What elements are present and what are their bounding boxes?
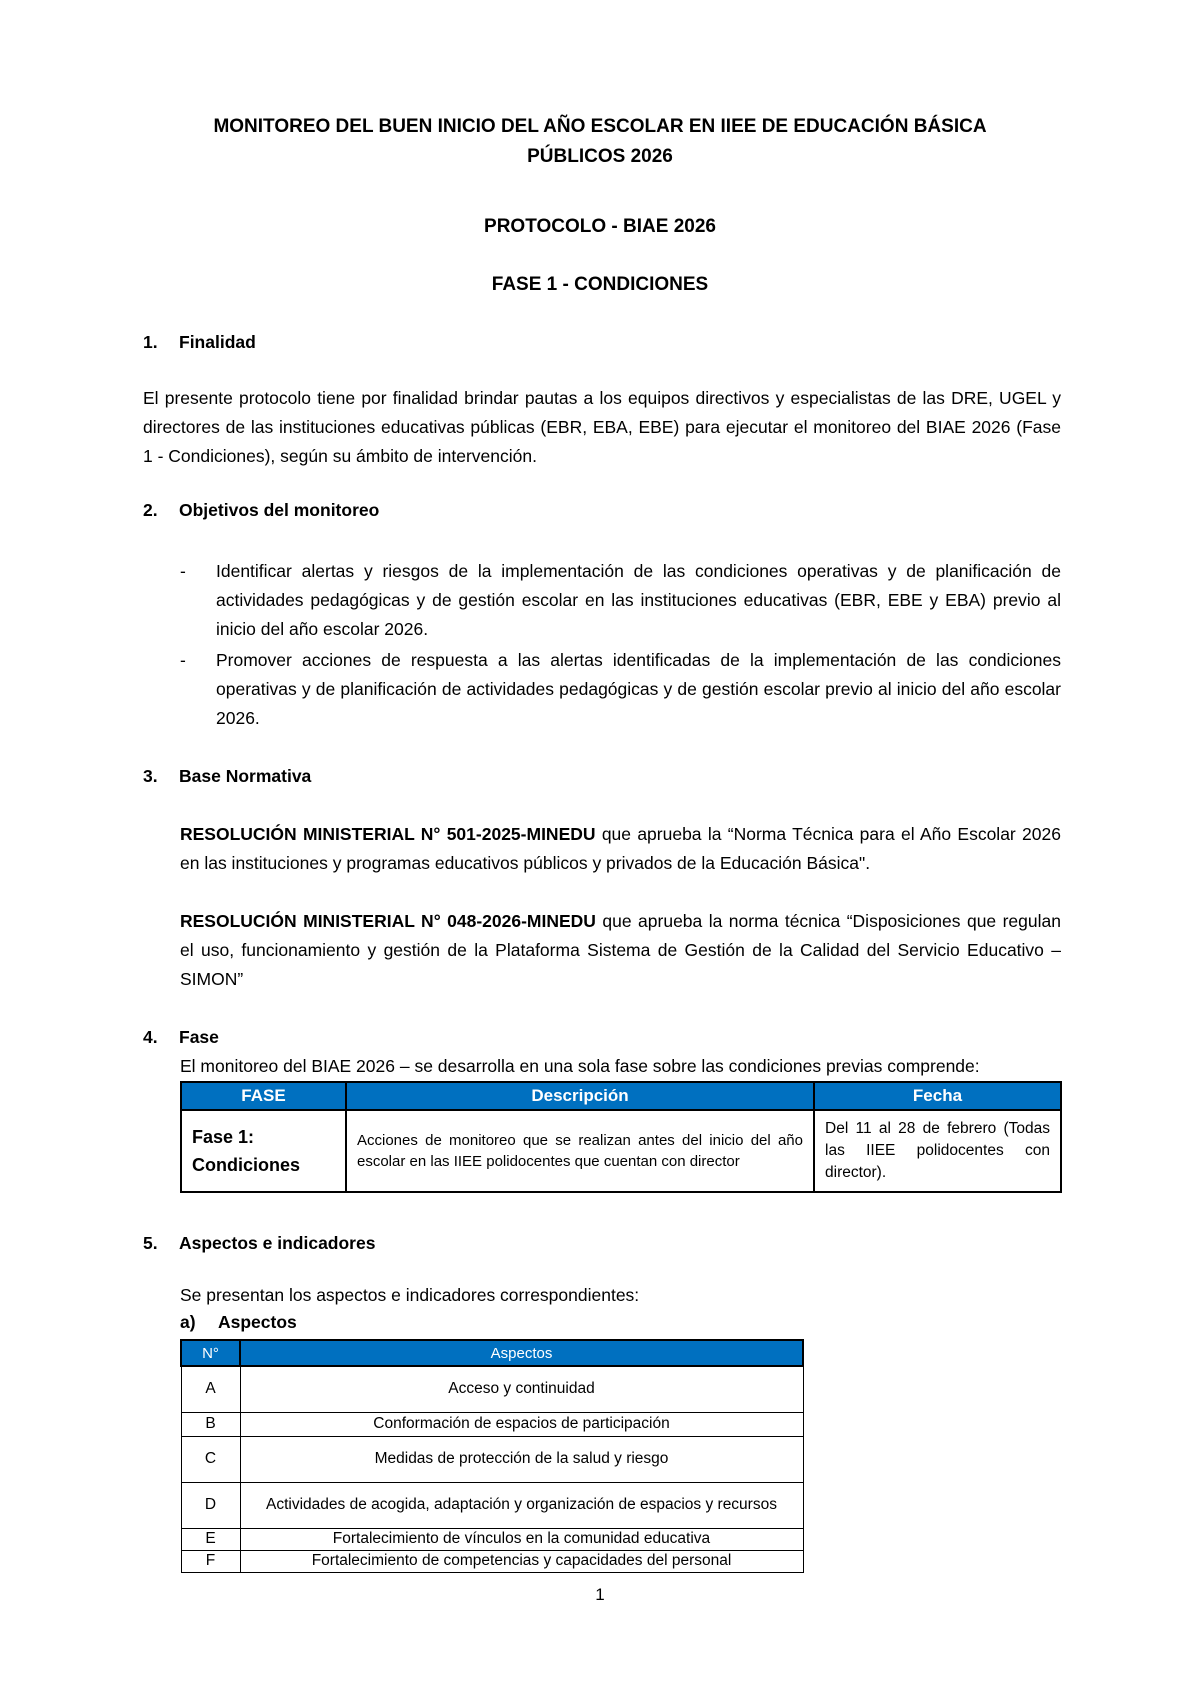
title-line-1: MONITOREO DEL BUEN INICIO DEL AÑO ESCOLAR EN IIEE DE EDUCACIÓN BÁSICA bbox=[213, 116, 987, 137]
resolution-1-description: que aprueba la “Norma Técnica para el Año Escolar 2026 en las instituciones y programas educativos públicos y privados de la Educación Básica". bbox=[180, 824, 1061, 873]
resolution-2 bbox=[180, 907, 1061, 994]
section-number: 3. bbox=[143, 766, 158, 786]
section-1-heading bbox=[143, 332, 256, 353]
section-1-paragraph: El presente protocolo tiene por finalidad brindar pautas a los equipos directivos y especialistas de las DRE, UGEL y directores de las instituciones educativas públicas (EBR, EBA, EBE) para ejecutar el monitoreo del BIAE 2026 (Fase 1 - Condiciones), según su ámbito de intervención. bbox=[143, 388, 1061, 466]
column-header: Descripción bbox=[346, 1082, 814, 1110]
phase-table bbox=[180, 1081, 1062, 1193]
row-letter: B bbox=[181, 1412, 240, 1436]
aspects-table-header bbox=[181, 1340, 803, 1366]
document-title bbox=[0, 112, 1200, 172]
page-number: 1 bbox=[595, 1585, 605, 1604]
objective-text: Identificar alertas y riesgos de la implementación de las condiciones operativas y de planificación de actividades pedagógicas y de gestión escolar en las instituciones educativas (EBR, EBE y EBA) previo al inicio del año escolar 2026. bbox=[216, 561, 1061, 639]
column-header: N° bbox=[181, 1340, 240, 1366]
table-row bbox=[181, 1482, 803, 1528]
description-cell: Acciones de monitoreo que se realizan antes del inicio del año escolar en las IIEE polidocentes que cuentan con director bbox=[346, 1110, 814, 1192]
date-cell: Del 11 al 28 de febrero (Todas las IIEE polidocentes con director). bbox=[814, 1110, 1061, 1192]
column-header: Fecha bbox=[814, 1082, 1061, 1110]
section-title: Objetivos del monitoreo bbox=[179, 500, 380, 520]
bullet-dash: - bbox=[180, 650, 186, 670]
title-line-2: PÚBLICOS 2026 bbox=[527, 146, 673, 167]
subsection-a-heading bbox=[180, 1312, 297, 1333]
resolution-2-number: RESOLUCIÓN MINISTERIAL N° 048-2026-MINEDU bbox=[180, 911, 596, 931]
aspects-table bbox=[180, 1339, 804, 1573]
resolution-1 bbox=[180, 820, 1061, 878]
row-aspect: Acceso y continuidad bbox=[240, 1366, 803, 1412]
table-row bbox=[181, 1436, 803, 1482]
phase-table-header bbox=[181, 1082, 1061, 1110]
row-aspect: Actividades de acogida, adaptación y organización de espacios y recursos bbox=[240, 1482, 803, 1528]
bullet-dash: - bbox=[180, 561, 186, 581]
row-aspect: Fortalecimiento de competencias y capacidades del personal bbox=[240, 1550, 803, 1572]
phase-cell: Fase 1: Condiciones bbox=[181, 1110, 346, 1192]
section-number: 5. bbox=[143, 1233, 158, 1253]
column-header: Aspectos bbox=[240, 1340, 803, 1366]
section-2-heading bbox=[143, 500, 379, 521]
table-row bbox=[181, 1366, 803, 1412]
section-title: Finalidad bbox=[179, 332, 256, 352]
resolution-1-number: RESOLUCIÓN MINISTERIAL N° 501-2025-MINEDU bbox=[180, 824, 596, 844]
row-letter: F bbox=[181, 1550, 240, 1572]
table-row bbox=[181, 1110, 1061, 1192]
section-number: 4. bbox=[143, 1027, 158, 1047]
section-5-heading bbox=[143, 1233, 375, 1254]
objective-item-1 bbox=[180, 557, 1061, 644]
table-row bbox=[181, 1528, 803, 1550]
section-number: 1. bbox=[143, 332, 158, 352]
section-4-heading bbox=[143, 1027, 219, 1048]
section-4-paragraph: El monitoreo del BIAE 2026 – se desarrolla en una sola fase sobre las condiciones previas comprende: bbox=[180, 1056, 980, 1076]
column-header: FASE bbox=[181, 1082, 346, 1110]
section-number: 2. bbox=[143, 500, 158, 520]
protocol-title: PROTOCOLO - BIAE 2026 bbox=[484, 216, 716, 237]
row-letter: D bbox=[181, 1482, 240, 1528]
subsection-title: Aspectos bbox=[218, 1312, 297, 1332]
row-letter: A bbox=[181, 1366, 240, 1412]
section-title: Base Normativa bbox=[179, 766, 312, 786]
row-aspect: Fortalecimiento de vínculos en la comunidad educativa bbox=[240, 1528, 803, 1550]
section-5-intro: Se presentan los aspectos e indicadores correspondientes: bbox=[180, 1285, 640, 1305]
objective-item-2 bbox=[180, 646, 1061, 733]
table-row bbox=[181, 1412, 803, 1436]
section-3-heading bbox=[143, 766, 311, 787]
section-title: Aspectos e indicadores bbox=[179, 1233, 376, 1253]
objective-text: Promover acciones de respuesta a las alertas identificadas de la implementación de las condiciones operativas y de planificación de actividades pedagógicas y de gestión escolar previo al inicio del año escolar 2026. bbox=[216, 650, 1061, 728]
table-row bbox=[181, 1550, 803, 1572]
section-title: Fase bbox=[179, 1027, 219, 1047]
subsection-label: a) bbox=[180, 1312, 196, 1332]
row-aspect: Conformación de espacios de participación bbox=[240, 1412, 803, 1436]
row-letter: C bbox=[181, 1436, 240, 1482]
phase-title: FASE 1 - CONDICIONES bbox=[491, 274, 709, 295]
resolution-2-description: que aprueba la norma técnica “Disposiciones que regulan el uso, funcionamiento y gestión de la Plataforma Sistema de Gestión de la Calidad del Servicio Educativo – SIMON” bbox=[180, 911, 1061, 989]
row-letter: E bbox=[181, 1528, 240, 1550]
row-aspect: Medidas de protección de la salud y riesgo bbox=[240, 1436, 803, 1482]
